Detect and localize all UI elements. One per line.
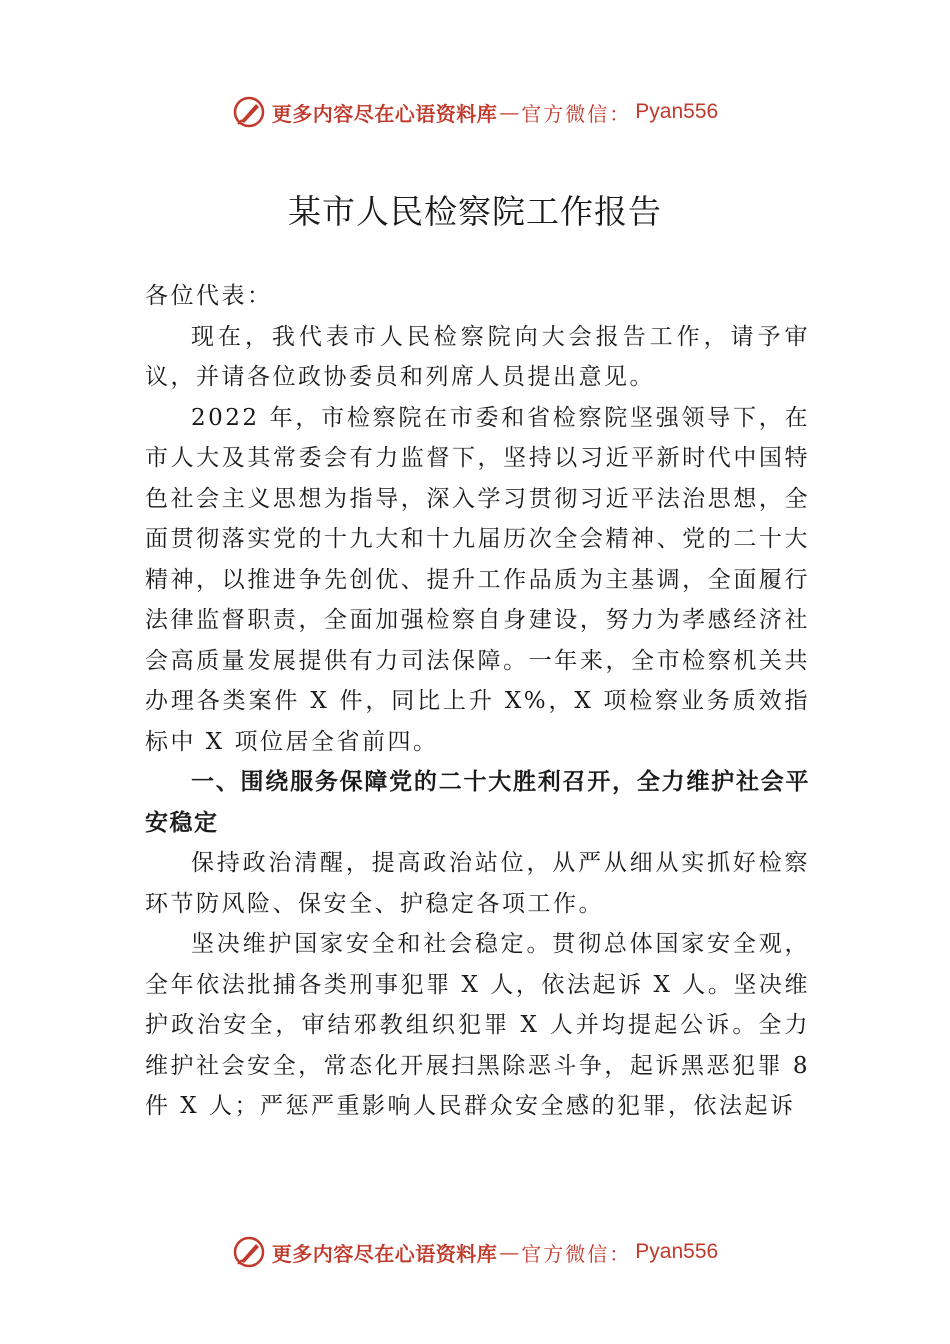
watermark-separator: —	[499, 1240, 520, 1264]
watermark-account: Pyan556	[635, 100, 719, 123]
watermark-site-text: 更多内容尽在心语资料库	[271, 1241, 498, 1266]
watermark-label: 官方微信：	[521, 1241, 632, 1266]
watermark-separator: —	[499, 100, 520, 124]
section1-paragraph-2: 坚决维护国家安全和社会稳定。贯彻总体国家安全观，全年依法批捕各类刑事犯罪 X 人，依法起诉 X 人。坚决维护政治安全，审结邪教组织犯罪 X 人并均提起公诉。全力维护社会安全，常态化开展扫黑除恶斗争，起诉黑恶犯罪 8 件 X 人；严惩严重影响人民群众安全感的犯罪，依法起诉	[145, 931, 810, 1119]
watermark-banner-bottom	[0, 1232, 950, 1272]
watermark-site-text: 更多内容尽在心语资料库	[271, 101, 498, 126]
salutation: 各位代表：	[145, 283, 273, 309]
paragraph-intro: 现在，我代表市人民检察院向大会报告工作，请予审议，并请各位政协委员和列席人员提出意见。	[145, 323, 810, 390]
watermark-account: Pyan556	[635, 1240, 719, 1263]
paragraph-overview: 2022 年，市检察院在市委和省检察院坚强领导下，在市人大及其常委会有力监督下，坚持以习近平新时代中国特色社会主义思想为指导，深入学习贯彻习近平法治思想，全面贯彻落实党的十九大和十九届历次全会精神、党的二十大精神，以推进争先创优、提升工作品质为主基调，全面履行法律监督职责，全面加强检察自身建设，努力为孝感经济社会高质量发展提供有力司法保障。一年来，全市检察机关共办理各类案件 X 件，同比上升 X%，X 项检察业务质效指标中 X 项位居全省前四。	[145, 404, 810, 755]
section1-paragraph-1: 保持政治清醒，提高政治站位，从严从细从实抓好检察环节防风险、保安全、护稳定各项工作。	[145, 850, 810, 917]
watermark-banner-top	[0, 92, 950, 132]
quill-logo-icon	[232, 1235, 266, 1269]
watermark-label: 官方微信：	[521, 101, 632, 126]
document-body	[145, 276, 810, 1127]
section-heading-1: 一、围绕服务保障党的二十大胜利召开，全力维护社会平安稳定	[145, 769, 810, 836]
document-title: 某市人民检察院工作报告	[288, 192, 662, 231]
quill-logo-icon	[232, 95, 266, 129]
